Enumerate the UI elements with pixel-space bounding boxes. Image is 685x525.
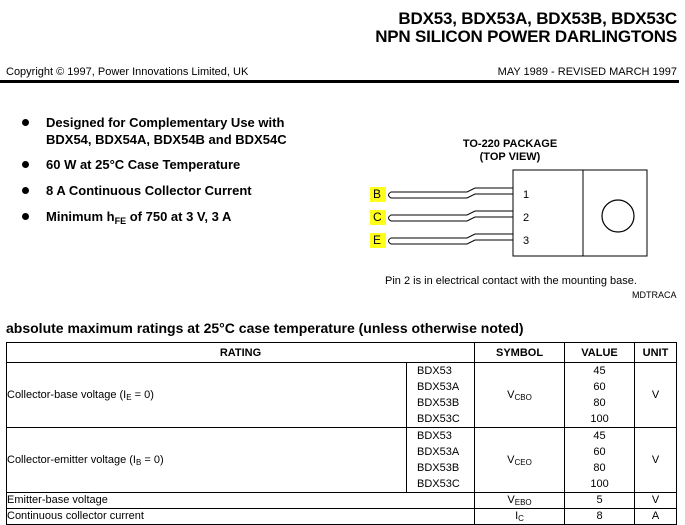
bullet-icon xyxy=(22,213,29,220)
bullet-icon xyxy=(22,119,29,126)
revision-text: MAY 1989 - REVISED MARCH 1997 xyxy=(497,66,677,78)
feature-item xyxy=(22,208,287,227)
rating-description xyxy=(7,428,407,493)
value-text: 80 xyxy=(593,397,606,409)
unit-cell: V xyxy=(635,363,677,428)
ratings-table xyxy=(6,342,677,525)
drawing-code: MDTRACA xyxy=(632,290,677,300)
title-part-numbers: BDX53, BDX53A, BDX53B, BDX53C xyxy=(398,9,677,28)
value-text: 45 xyxy=(593,365,606,377)
pin-note: Pin 2 is in electrical contact with the mounting base. xyxy=(385,275,637,287)
column-header-rating: RATING xyxy=(7,343,475,363)
unit-cell: A xyxy=(635,509,677,525)
value-text: 100 xyxy=(590,413,609,425)
feature-subscript: FE xyxy=(114,216,127,226)
value-text: 60 xyxy=(593,446,606,458)
symbol-subscript: EBO xyxy=(514,498,532,507)
value-text: 8 xyxy=(565,509,635,525)
desc-subscript: E xyxy=(126,393,132,402)
pin-label-b: B xyxy=(370,187,386,202)
desc-subscript: B xyxy=(136,458,142,467)
symbol-text: V xyxy=(507,389,515,401)
table-row xyxy=(7,428,677,493)
device-list xyxy=(407,363,475,428)
table-row xyxy=(7,493,677,509)
bullet-icon xyxy=(22,187,29,194)
table-row xyxy=(7,509,677,525)
device-name: BDX53B xyxy=(417,462,460,474)
device-name: BDX53A xyxy=(417,381,460,393)
device-name: BDX53C xyxy=(417,478,460,490)
feature-list xyxy=(22,114,287,227)
pin-lead xyxy=(389,188,514,198)
device-name: BDX53C xyxy=(417,413,460,425)
package-title-line: TO-220 PACKAGE xyxy=(462,138,558,150)
value-text: 45 xyxy=(593,430,606,442)
value-text: 5 xyxy=(565,493,635,509)
bullet-icon xyxy=(22,161,29,168)
pin-label-c: C xyxy=(370,210,386,225)
package-title xyxy=(430,138,590,164)
symbol-text: V xyxy=(507,494,515,506)
rating-description: Emitter-base voltage xyxy=(7,493,475,509)
symbol-cell xyxy=(475,493,565,509)
pin-number: 2 xyxy=(523,212,530,224)
rating-description xyxy=(7,363,407,428)
desc-text: = 0) xyxy=(131,389,154,401)
symbol-text: V xyxy=(507,454,515,466)
feature-text: Designed for Complementary Use with xyxy=(46,115,285,130)
column-header-symbol: SYMBOL xyxy=(475,343,565,363)
feature-item xyxy=(22,114,287,148)
device-name: BDX53B xyxy=(417,397,460,409)
column-header-unit: UNIT xyxy=(635,343,677,363)
value-text: 100 xyxy=(590,478,609,490)
section-title: absolute maximum ratings at 25°C case temperature (unless otherwise noted) xyxy=(6,320,524,336)
pin-lead xyxy=(389,234,514,244)
desc-text: = 0) xyxy=(141,454,164,466)
device-name: BDX53A xyxy=(417,446,460,458)
column-header-value: VALUE xyxy=(565,343,635,363)
rating-description: Continuous collector current xyxy=(7,509,475,525)
table-row xyxy=(7,363,677,428)
package-title-line: (TOP VIEW) xyxy=(479,151,541,163)
symbol-subscript: CBO xyxy=(514,393,532,402)
desc-text: Collector-base voltage (I xyxy=(7,389,127,401)
copyright-text: Copyright © 1997, Power Innovations Limited, UK xyxy=(6,66,249,78)
pin-number: 3 xyxy=(523,235,530,247)
value-list xyxy=(565,363,635,428)
mounting-hole xyxy=(602,200,634,232)
feature-text: of 750 at 3 V, 3 A xyxy=(126,209,232,224)
pin-lead xyxy=(389,211,514,221)
value-text: 80 xyxy=(593,462,606,474)
feature-text: BDX54, BDX54A, BDX54B and BDX54C xyxy=(46,132,287,147)
device-name: BDX53 xyxy=(417,365,452,377)
table-header-row xyxy=(7,343,677,363)
device-list xyxy=(407,428,475,493)
device-name: BDX53 xyxy=(417,430,452,442)
header-divider xyxy=(0,80,679,83)
feature-item xyxy=(22,182,287,199)
unit-cell: V xyxy=(635,493,677,509)
symbol-cell xyxy=(475,428,565,493)
symbol-cell xyxy=(475,509,565,525)
package-diagram xyxy=(383,164,653,264)
feature-item xyxy=(22,156,287,173)
symbol-text: I xyxy=(515,510,519,522)
symbol-subscript: CEO xyxy=(514,458,532,467)
pin-label-e: E xyxy=(370,233,386,248)
unit-cell: V xyxy=(635,428,677,493)
pin-number: 1 xyxy=(523,189,530,201)
feature-text: Minimum h xyxy=(46,209,115,224)
symbol-cell xyxy=(475,363,565,428)
symbol-subscript: C xyxy=(518,514,524,523)
value-list xyxy=(565,428,635,493)
feature-text: 8 A Continuous Collector Current xyxy=(46,183,252,198)
title-description: NPN SILICON POWER DARLINGTONS xyxy=(375,27,677,46)
value-text: 60 xyxy=(593,381,606,393)
feature-text: 60 W at 25°C Case Temperature xyxy=(46,157,241,172)
desc-text: Collector-emitter voltage (I xyxy=(7,454,136,466)
